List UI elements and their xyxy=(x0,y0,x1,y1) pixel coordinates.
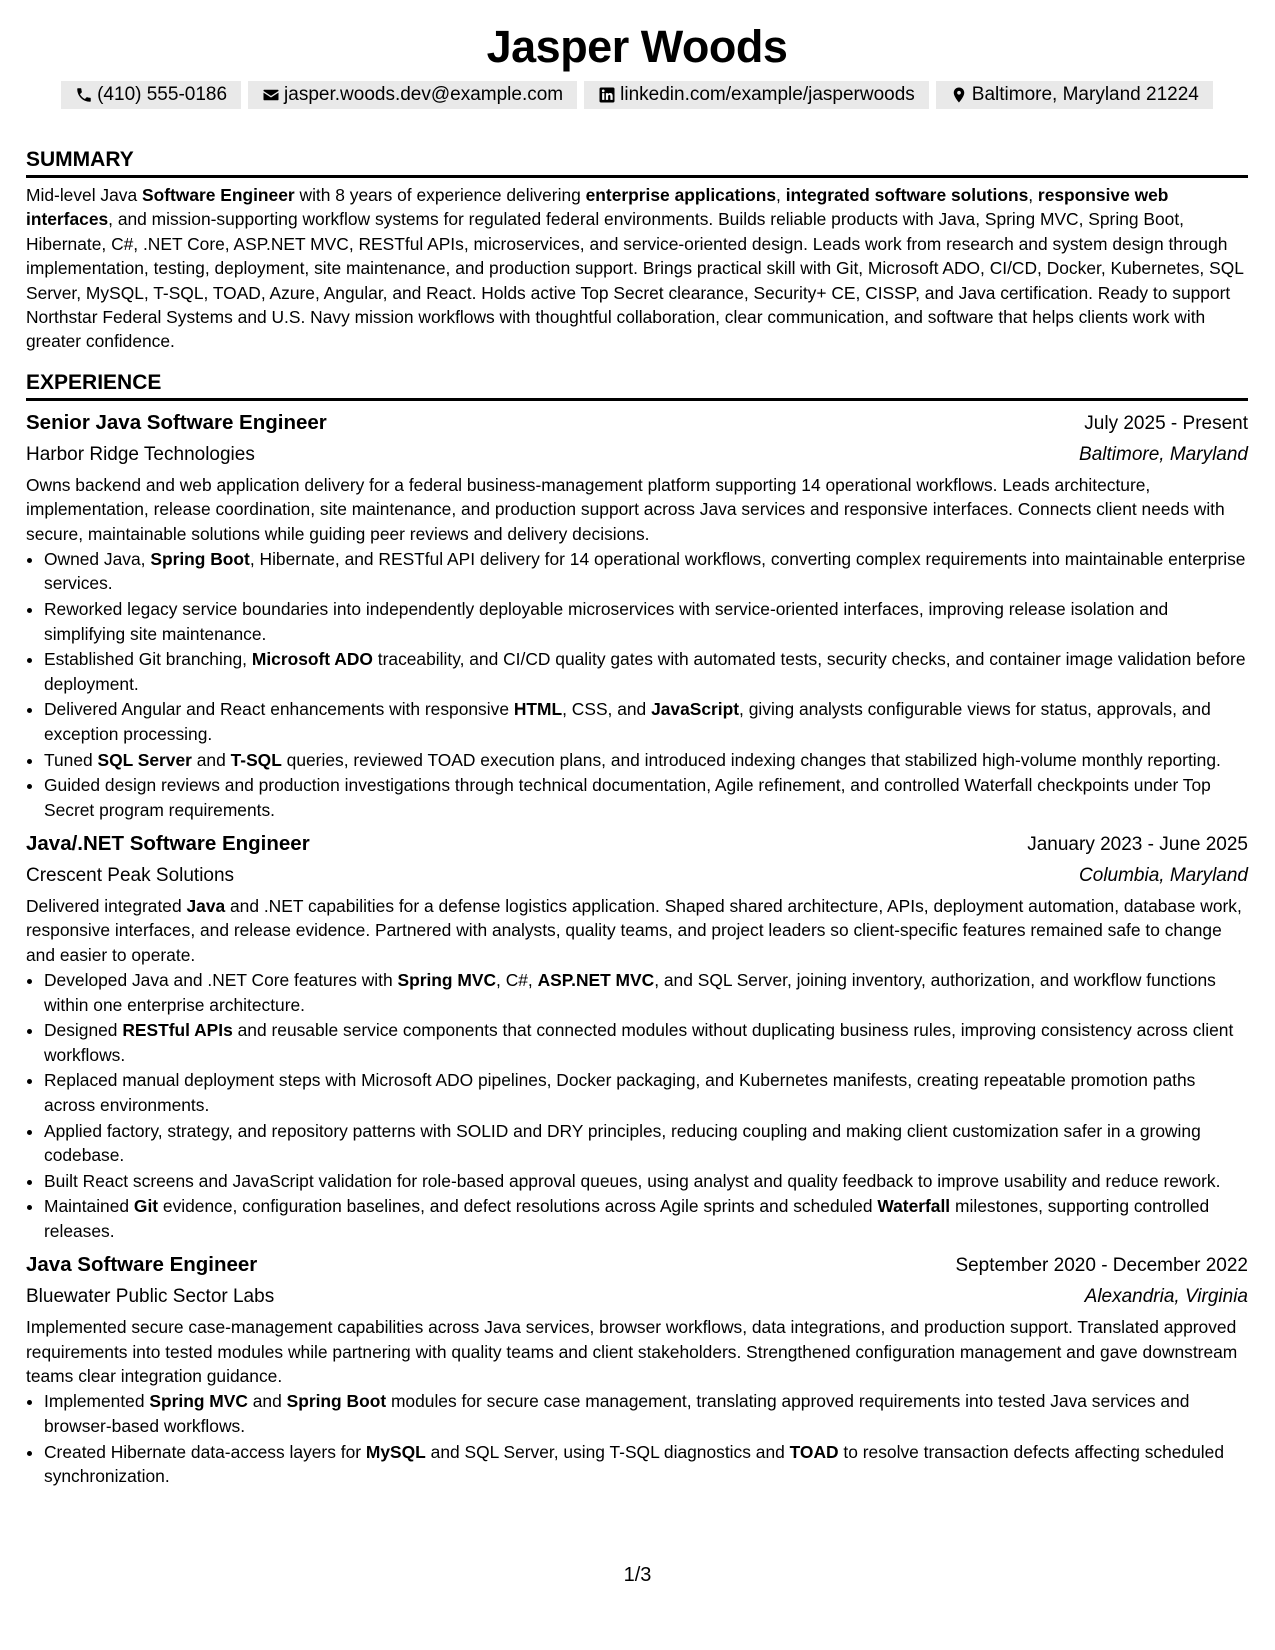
emphasis-text: MySQL xyxy=(365,1441,426,1462)
job-bullets xyxy=(26,547,1248,822)
emphasis-text: responsive web interfaces xyxy=(26,185,1169,230)
job-dates: July 2025 - Present xyxy=(1084,412,1248,434)
job-entry xyxy=(26,828,1248,1243)
job-bullet: • Tuned SQL Server and T-SQL queries, reviewed TOAD execution plans, and introduced indexing changes that stabilized high-volume monthly reporting. xyxy=(44,748,1248,772)
contact-location xyxy=(936,81,1213,109)
emphasis-text: JavaScript xyxy=(651,699,740,720)
job-location: Columbia, Maryland xyxy=(1079,865,1248,887)
phone-icon xyxy=(75,86,93,104)
emphasis-text: Java xyxy=(186,896,226,917)
job-location: Baltimore, Maryland xyxy=(1079,443,1248,465)
job-bullet: • Implemented Spring MVC and Spring Boot modules for secure case management, translating approved requirements into tested Java services and browser-based workflows. xyxy=(44,1389,1248,1438)
job-dates: January 2023 - June 2025 xyxy=(1027,834,1248,856)
emphasis-text: Software Engineer xyxy=(141,185,295,205)
emphasis-text: ASP.NET MVC xyxy=(537,970,655,991)
job-title: Java/.NET Software Engineer xyxy=(26,832,310,856)
job-company: Crescent Peak Solutions xyxy=(26,865,235,887)
emphasis-text: Spring MVC xyxy=(149,1391,248,1412)
contact-phone[interactable] xyxy=(61,81,241,109)
contact-location-text: Baltimore, Maryland 21224 xyxy=(971,84,1199,105)
job-bullet: • Reworked legacy service boundaries into independently deployable microservices with service-oriented interfaces, improving release isolation and simplifying site maintenance. xyxy=(44,597,1248,646)
job-bullet: • Built React screens and JavaScript validation for role-based approval queues, using analyst and quality feedback to improve usability and reduce rework. xyxy=(44,1169,1248,1193)
job-description: Implemented secure case-management capabilities across Java services, browser workflows, data integrations, and production support. Translated approved requirements into tested modules while partnering with quality teams and client stakeholders. Strengthened configuration management and gave downstream teams clear integration guidance. xyxy=(26,1317,1238,1386)
contact-linkedin-text: linkedin.com/example/jasperwoods xyxy=(620,84,915,105)
emphasis-text: Microsoft ADO xyxy=(251,649,373,670)
emphasis-text: TOAD xyxy=(789,1441,839,1462)
contact-email-text: jasper.woods.dev@example.com xyxy=(284,84,564,105)
emphasis-text: Spring Boot xyxy=(286,1391,387,1412)
contact-bar xyxy=(26,81,1248,109)
job-entry xyxy=(26,407,1248,822)
job-company: Bluewater Public Sector Labs xyxy=(26,1286,275,1308)
job-bullet: • Owned Java, Spring Boot, Hibernate, and RESTful API delivery for 14 operational workflows, converting complex requirements into maintainable enterprise services. xyxy=(44,547,1248,596)
emphasis-text: RESTful APIs xyxy=(122,1020,233,1041)
job-bullet: • Designed RESTful APIs and reusable service components that connected modules without duplicating business rules, improving consistency across client workflows. xyxy=(44,1018,1248,1067)
emphasis-text: Spring Boot xyxy=(150,549,250,570)
job-bullet: • Maintained Git evidence, configuration baselines, and defect resolutions across Agile sprints and scheduled Waterfall milestones, supporting controlled releases. xyxy=(44,1194,1248,1243)
summary-heading: SUMMARY xyxy=(26,147,1248,178)
emphasis-text: integrated software solutions xyxy=(785,185,1029,205)
contact-linkedin[interactable] xyxy=(584,81,929,109)
job-bullet: • Guided design reviews and production investigations through technical documentation, Agile refinement, and controlled Waterfall checkpoints under Top Secret program requirements. xyxy=(44,773,1248,822)
job-bullets xyxy=(26,968,1248,1243)
job-bullet: • Replaced manual deployment steps with Microsoft ADO pipelines, Docker packaging, and Kubernetes manifests, creating repeatable promotion paths across environments. xyxy=(44,1068,1248,1117)
emphasis-text: SQL Server xyxy=(97,749,192,770)
experience-heading: EXPERIENCE xyxy=(26,370,1248,401)
job-company: Harbor Ridge Technologies xyxy=(26,443,255,465)
job-location: Alexandria, Virginia xyxy=(1084,1286,1248,1308)
contact-email[interactable] xyxy=(248,81,577,109)
emphasis-text: Spring MVC xyxy=(397,970,497,991)
summary-text: Mid-level Java Software Engineer with 8 years of experience delivering enterprise applications, integrated software solutions, responsive web interfaces, and mission-supporting workflow systems for regulated federal environments. Builds reliable products with Java, Spring MVC, Spring Boot, Hibernate, C#, .NET Core, ASP.NET MVC, RESTful APIs, microservices, and service-oriented design. Leads work from research and system design through implementation, testing, deployment, site maintenance, and production support. Brings practical skill with Git, Microsoft ADO, CI/CD, Docker, Kubernetes, SQL Server, MySQL, T-SQL, TOAD, Azure, Angular, and React. Holds active Top Secret clearance, Security+ CE, CISSP, and Java certification. Ready to support Northstar Federal Systems and U.S. Navy mission workflows with thoughtful collaboration, clear communication, and software that helps clients work with greater confidence. xyxy=(26,185,1244,352)
contact-phone-text: (410) 555-0186 xyxy=(97,84,228,105)
job-entry xyxy=(26,1249,1248,1488)
emphasis-text: T-SQL xyxy=(230,749,282,770)
job-dates: September 2020 - December 2022 xyxy=(955,1255,1248,1277)
resume-page xyxy=(26,0,1248,1490)
emphasis-text: Waterfall xyxy=(877,1196,951,1217)
map-pin-icon xyxy=(950,86,968,104)
job-bullet: • Established Git branching, Microsoft ADO traceability, and CI/CD quality gates with automated tests, security checks, and container image validation before deployment. xyxy=(44,647,1248,696)
job-bullet: • Applied factory, strategy, and repository patterns with SOLID and DRY principles, reducing coupling and making client customization safer in a growing codebase. xyxy=(44,1119,1248,1168)
job-description: Delivered integrated Java and .NET capabilities for a defense logistics application. Shaped shared architecture, APIs, deployment automation, database work, responsive interfaces, and release evidence. Partnered with analysts, quality teams, and project leaders so client-specific features remained safe to change and easier to operate. xyxy=(26,896,1242,965)
job-title: Java Software Engineer xyxy=(26,1253,258,1277)
job-bullet: • Developed Java and .NET Core features with Spring MVC, C#, ASP.NET MVC, and SQL Server, joining inventory, authorization, and workflow functions within one enterprise architecture. xyxy=(44,968,1248,1017)
envelope-icon xyxy=(262,86,280,104)
job-bullet: • Created Hibernate data-access layers for MySQL and SQL Server, using T-SQL diagnostics and TOAD to resolve transaction defects affecting scheduled synchronization. xyxy=(44,1440,1248,1489)
candidate-name: Jasper Woods xyxy=(486,21,788,72)
emphasis-text: enterprise applications xyxy=(585,185,777,205)
job-bullet: • Delivered Angular and React enhancements with responsive HTML, CSS, and JavaScript, giving analysts configurable views for status, approvals, and exception processing. xyxy=(44,697,1248,746)
emphasis-text: HTML xyxy=(513,699,563,720)
job-description: Owns backend and web application delivery for a federal business-management platform supporting 14 operational workflows. Leads architecture, implementation, release coordination, site maintenance, and production support across Java services and responsive interfaces. Connects client needs with secure, maintainable solutions while guiding peer reviews and delivery decisions. xyxy=(26,474,1225,544)
job-bullets xyxy=(26,1389,1248,1488)
emphasis-text: Git xyxy=(133,1196,159,1217)
job-title: Senior Java Software Engineer xyxy=(26,410,327,434)
page-indicator: 1/3 xyxy=(623,1564,652,1586)
linkedin-icon xyxy=(598,86,616,104)
